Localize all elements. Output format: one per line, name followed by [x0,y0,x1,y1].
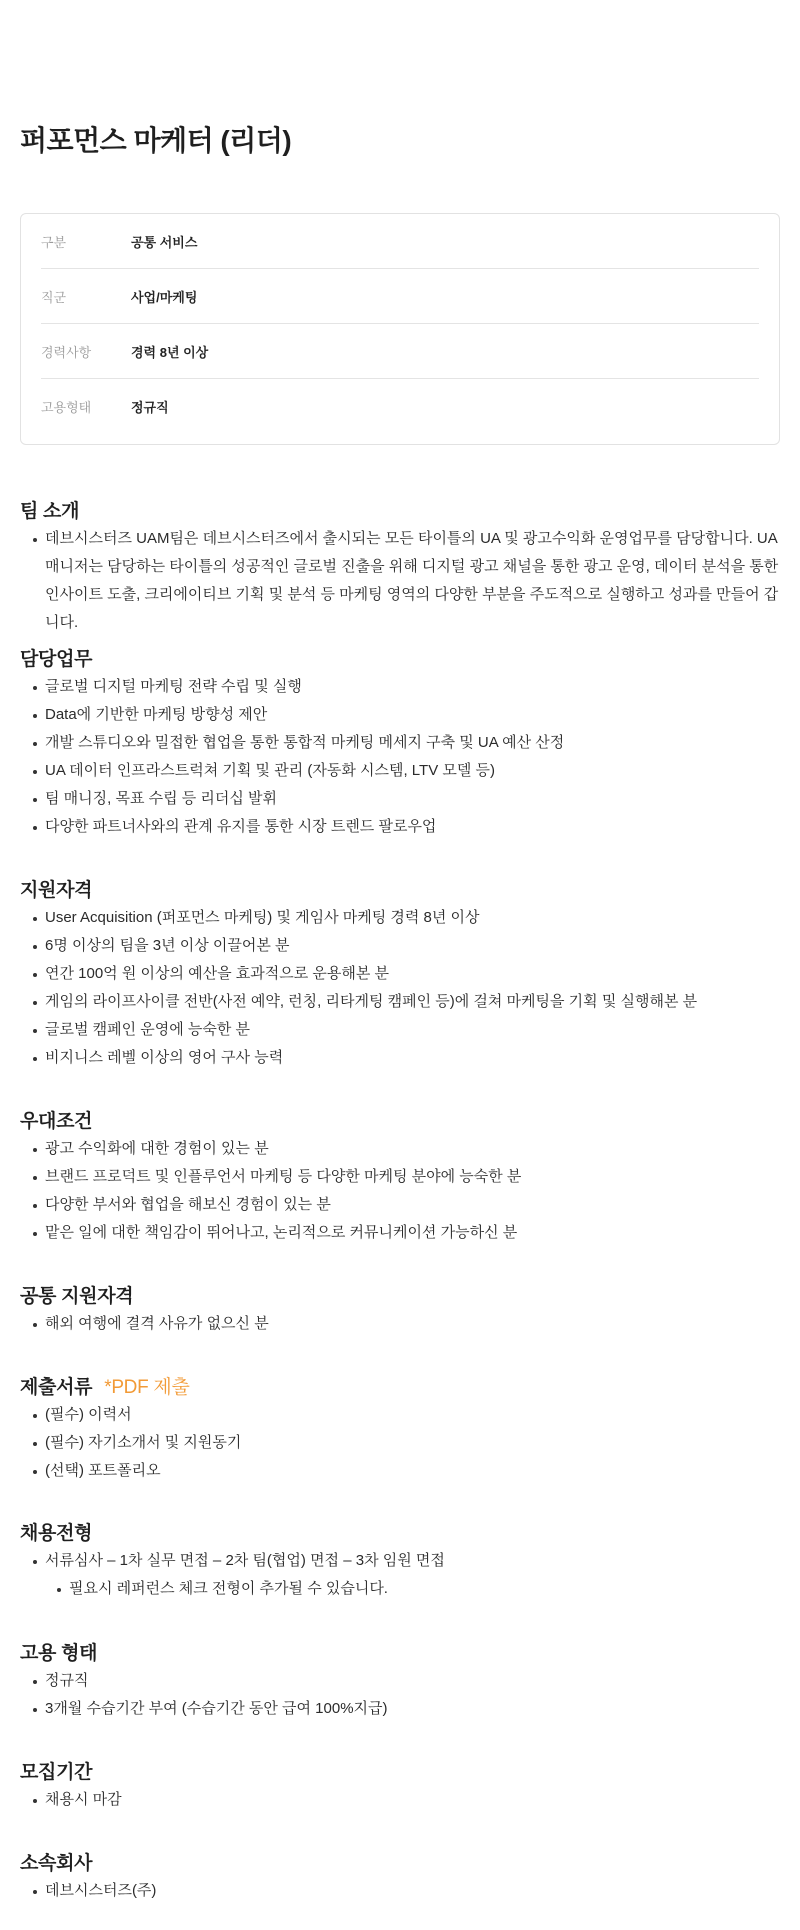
info-row-category [41,214,759,269]
section-title: 고용 형태 [20,1643,98,1664]
list-item: 해외 여행에 결격 사유가 없으신 분 [20,1310,780,1338]
section-title: 모집기간 [20,1762,93,1783]
info-label: 경력사항 [41,344,92,360]
bullet-list [20,904,780,1072]
list-item: Data에 기반한 마케팅 방향성 제안 [20,701,780,729]
section-title: 공통 지원자격 [20,1286,134,1307]
pdf-note: *PDF 제출 [104,1377,190,1398]
section-duties [20,647,780,841]
list-item: 연간 100억 원 이상의 예산을 효과적으로 운용해본 분 [20,960,780,988]
list-item: 브랜드 프로덕트 및 인플루언서 마케팅 등 다양한 마케팅 분야에 능숙한 분 [20,1163,780,1191]
section-company [20,1851,780,1905]
info-row-job-group [41,269,759,324]
info-row-employment-type [41,379,759,433]
info-value: 사업/마케팅 [131,289,198,305]
section-title: 지원자격 [20,880,93,901]
list-item: 다양한 파트너사와의 관계 유지를 통한 시장 트렌드 팔로우업 [20,813,780,841]
section-team [20,499,780,637]
section-period [20,1760,780,1814]
bullet-list [20,1401,780,1485]
info-label: 고용형태 [41,399,92,415]
section-process [20,1521,780,1603]
list-item: 채용시 마감 [20,1786,780,1814]
list-item: 팀 매니징, 목표 수립 등 리더십 발휘 [20,785,780,813]
list-item: 3개월 수습기간 부여 (수습기간 동안 급여 100%지급) [20,1695,780,1723]
section-preferred [20,1109,780,1247]
list-item: 맡은 일에 대한 책임감이 뛰어나고, 논리적으로 커뮤니케이션 가능하신 분 [20,1219,780,1247]
list-item: 게임의 라이프사이클 전반(사전 예약, 런칭, 리타게팅 캠페인 등)에 걸쳐 마케팅을 기획 및 실행해본 분 [20,988,780,1016]
bullet-list [20,1547,780,1603]
list-item: 글로벌 디지털 마케팅 전략 수립 및 실행 [20,673,780,701]
bullet-list [20,525,780,637]
list-item: 광고 수익화에 대한 경험이 있는 분 [20,1135,780,1163]
job-info-table [20,213,780,445]
section-title [20,1375,780,1401]
list-item: 데브시스터즈 UAM팀은 데브시스터즈에서 출시되는 모든 타이틀의 UA 및 광고수익화 운영업무를 담당합니다. UA 매니저는 담당하는 타이틀의 성공적인 글로벌 진출을 위해 디지털 광고 채널을 통한 광고 운영, 데이터 분석을 통한 인사이트 도출, 크리에이티브 기획 및 분석 등 마케팅 영역의 다양한 부분을 주도적으로 실행하고 성과를 만들어 갑니다. [20,525,780,637]
list-item: 글로벌 캠페인 운영에 능숙한 분 [20,1016,780,1044]
list-item: 비지니스 레벨 이상의 영어 구사 능력 [20,1044,780,1072]
list-item: 정규직 [20,1667,780,1695]
section-documents [20,1375,780,1485]
section-common-qualifications [20,1284,780,1338]
info-value: 정규직 [131,399,169,415]
bullet-list [20,1667,780,1723]
info-value: 공통 서비스 [131,234,198,250]
list-item: 데브시스터즈(주) [20,1877,780,1905]
list-item: 개발 스튜디오와 밀접한 협업을 통한 통합적 마케팅 메세지 구축 및 UA 예산 산정 [20,729,780,757]
list-item: 다양한 부서와 협업을 해보신 경험이 있는 분 [20,1191,780,1219]
section-title: 담당업무 [20,649,93,670]
info-label: 구분 [41,234,67,250]
page-title: 퍼포먼스 마케터 (리더) [20,125,292,156]
bullet-list [20,1786,780,1814]
list-item: 서류심사 – 1차 실무 면접 – 2차 팀(협업) 면접 – 3차 임원 면접 [20,1547,780,1575]
section-title: 채용전형 [20,1523,93,1544]
section-employment [20,1641,780,1723]
list-item: 6명 이상의 팀을 3년 이상 이끌어본 분 [20,932,780,960]
list-item: (필수) 자기소개서 및 지원동기 [20,1429,780,1457]
section-title: 소속회사 [20,1853,93,1874]
section-title-text: 제출서류 [20,1377,93,1398]
list-item: (선택) 포트폴리오 [20,1457,780,1485]
bullet-list [20,1135,780,1247]
list-item: (필수) 이력서 [20,1401,780,1429]
bullet-list [20,673,780,841]
bullet-list [20,1877,780,1905]
info-label: 직군 [41,289,67,305]
list-item: User Acquisition (퍼포먼스 마케팅) 및 게임사 마케팅 경력 8년 이상 [20,904,780,932]
list-subitem: 필요시 레퍼런스 체크 전형이 추가될 수 있습니다. [20,1575,780,1603]
bullet-list [20,1310,780,1338]
section-title: 우대조건 [20,1111,93,1132]
list-item: UA 데이터 인프라스트럭쳐 기획 및 관리 (자동화 시스템, LTV 모델 등) [20,757,780,785]
info-value: 경력 8년 이상 [131,344,209,360]
section-qualifications [20,878,780,1072]
info-row-experience [41,324,759,379]
section-title: 팀 소개 [20,501,80,522]
